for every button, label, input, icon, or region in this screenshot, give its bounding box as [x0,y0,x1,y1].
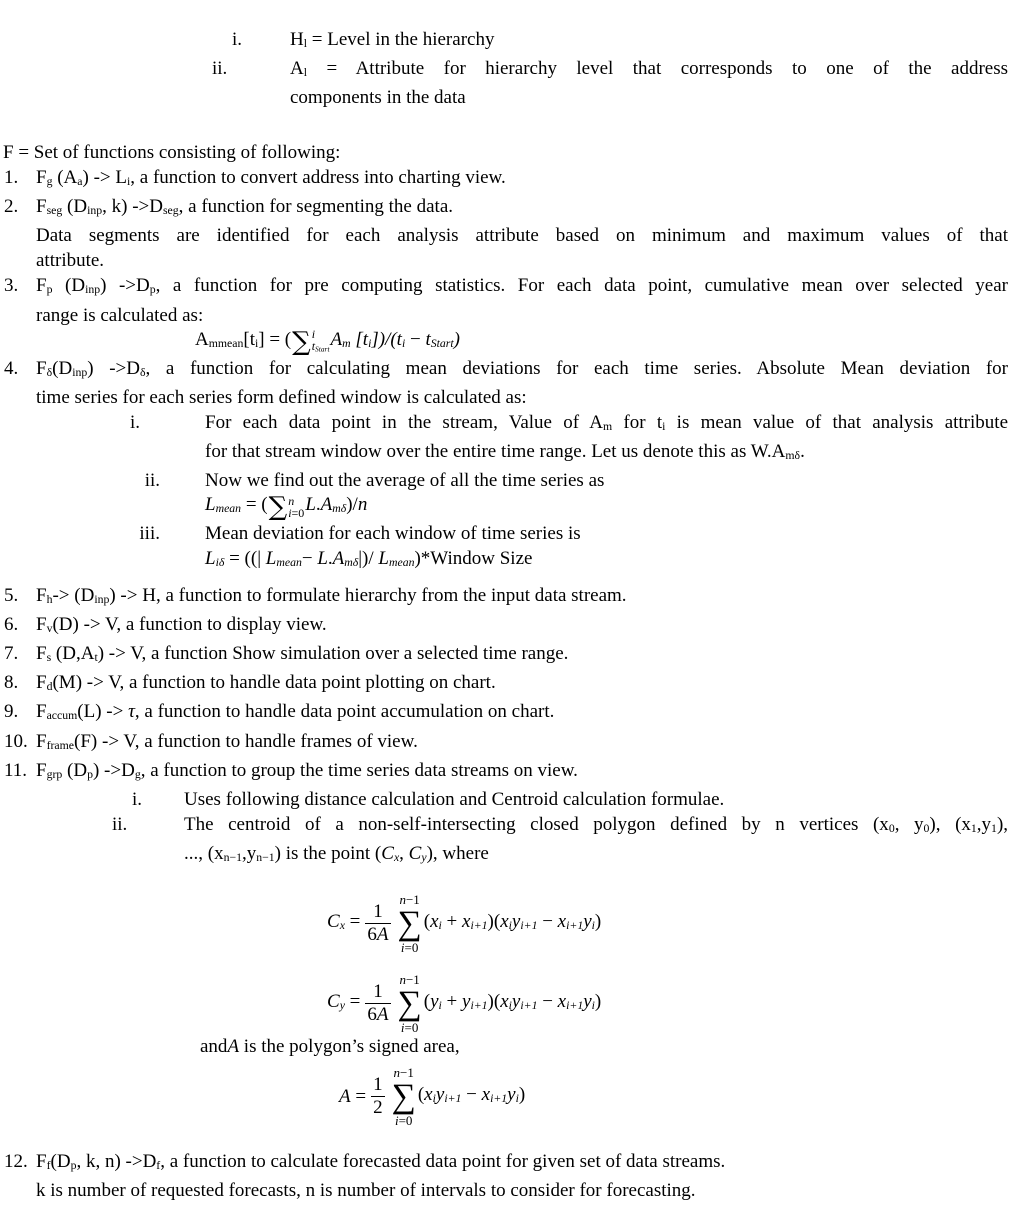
functions-heading [3,140,1008,165]
list-item-11 [4,758,1008,787]
intro-item-i-text: Hl = Level in the hierarchy [290,29,495,51]
formula-centroid-y-lhs: Cy = [327,991,361,1013]
list-item-4-continuation-text: time series for each series form defined window is calculated as: [36,386,527,408]
list-item-4-continuation [36,385,1008,410]
list-item-2 [4,194,1008,223]
formula-centroid-x-body: (xi + xi+1)(xiyi+1 − xi+1yi) [423,911,602,933]
formula-centroid-x-lhs: Cx = [327,911,361,933]
intro-item-i-marker: i. [231,29,242,50]
list-item-8 [4,670,1008,699]
list-item-6 [4,612,1008,641]
item-4-sub-ii-marker: ii. [144,469,160,491]
sum-upper-limit: i [311,326,316,341]
list-item-5 [4,583,1008,612]
item-4-sub-i-marker: i. [130,411,141,433]
display-sum [398,973,422,1035]
list-item-2-text: Fseg (Dinp, k) ->Dseg, a function for segmenting the data. [36,196,454,218]
sum-upper-limit: n−1 [399,891,420,907]
functions-heading-text: F = Set of functions consisting of following: [3,142,341,164]
formula-l-mean [205,493,1008,521]
sum-upper-limit: n [288,493,295,508]
fraction [371,1074,385,1119]
denominator: 6A [367,924,389,946]
list-item-7-text: Fs (D,At) -> V, a function Show simulation over a selected time range. [36,643,569,665]
list-item-9 [4,699,1008,728]
item-4-sub-ii-text: Now we find out the average of all the time series as [205,469,605,491]
item-11-sub-i [131,787,1008,812]
list-item-12 [4,1149,1008,1178]
fraction [365,901,390,946]
list-item-12-continuation [36,1178,1008,1203]
formula-cumulative-mean-lhs: Ammean[ti] = ( [195,329,292,351]
item-4-sub-iii [139,521,1008,546]
sum-upper-limit: n−1 [399,971,420,987]
list-item-2-number: 2. [4,196,19,218]
list-item-2-continuation-1-text: Data segments are identified for each analysis attribute based on minimum and maximum values of that [36,225,1008,247]
list-item-2-continuation-2 [36,248,1008,273]
inline-sum [268,491,305,522]
list-item-7-number: 7. [4,643,19,665]
list-item-11-number: 11. [4,759,28,781]
list-item-3-number: 3. [4,275,19,297]
intro-item-i [231,27,1008,56]
sum-lower-limit: tStart [311,338,330,354]
intro-item-ii-marker: ii. [212,58,228,80]
item-4-sub-i-continuation [205,439,1008,468]
list-item-10 [4,729,1008,758]
formula-cumulative-mean [195,328,1008,356]
denominator: 6A [367,1004,389,1026]
list-item-12-number: 12. [4,1150,28,1172]
item-4-sub-i-continuation-text: for that stream window over the entire time range. Let us denote this as W.Amδ. [205,440,805,462]
item-11-sub-ii-text: The centroid of a non-self-intersecting closed polygon defined by n vertices (x0, y0), (x1,y1), [184,813,1009,835]
intro-item-ii-text: Al = Attribute for hierarchy level that corresponds to one of the address [290,58,1008,80]
list-item-4 [4,356,1009,385]
formula-cumulative-mean-rhs: Am [ti])/(ti − tStart) [330,329,460,351]
sum-lower-limit: i=0 [288,505,305,520]
list-item-12-continuation-text: k is number of requested forecasts, n is number of intervals to consider for forecasting. [36,1180,696,1202]
formula-signed-area-lhs: A = [339,1086,367,1108]
signed-area-note [200,1034,1008,1059]
numerator: 1 [373,981,383,1003]
list-item-11-text: Fgrp (Dp) ->Dg, a function to group the time series data streams on view. [36,759,578,781]
list-item-9-text: Faccum(L) -> τ, a function to handle data point accumulation on chart. [36,701,555,723]
list-item-4-number: 4. [4,357,19,379]
item-11-sub-ii-continuation [184,841,1008,870]
list-item-3 [4,273,1008,302]
intro-item-ii-continuation-text: components in the data [290,87,466,109]
list-item-5-text: Fh-> (Dinp) -> H, a function to formulate hierarchy from the input data stream. [36,584,627,607]
list-item-3-continuation-text: range is calculated as: [36,304,204,326]
sum-lower-limit: i=0 [400,939,419,955]
list-item-2-continuation-1 [36,223,1008,248]
list-item-10-text: Fframe(F) -> V, a function to handle frames of view. [36,730,418,752]
list-item-7 [4,641,1008,670]
formula-centroid-y-body: (yi + yi+1)(xiyi+1 − xi+1yi) [423,991,602,1013]
item-11-sub-i-text: Uses following distance calculation and Centroid calculation formulae. [184,788,725,810]
signed-area-note-text: andA is the polygon’s signed area, [200,1035,460,1057]
denominator: 2 [373,1097,383,1119]
numerator: 1 [373,1074,383,1096]
list-item-6-number: 6. [4,614,19,636]
list-item-3-text: Fp (Dinp) ->Dp, a function for pre computing statistics. For each data point, cumulative mean over selected year [36,275,1008,297]
formula-signed-area [339,1059,1008,1135]
item-4-sub-ii [144,468,1008,493]
intro-item-ii-continuation [290,85,1008,110]
sum-upper-limit: n−1 [393,1064,414,1080]
list-item-1-text: Fg (Aa) -> Li, a function to convert address into charting view. [36,167,506,189]
formula-l-mean-rhs: L.Amδ)/n [305,494,368,516]
item-4-sub-i [130,410,1009,439]
list-item-4-text: Fδ(Dinp) ->Dδ, a function for calculating mean deviations for each time series. Absolute Mean deviation for [36,357,1009,379]
formula-signed-area-body: (xiyi+1 − xi+1yi) [417,1084,526,1106]
list-item-12-text: Ff(Dp, k, n) ->Df, a function to calculate forecasted data point for given set of data streams. [36,1150,726,1173]
display-sum [398,893,422,955]
sigma-symbol: ∑ [397,904,422,942]
list-item-1-number: 1. [4,167,19,189]
fraction [365,981,390,1026]
formula-centroid-y [327,964,1008,1044]
list-item-9-number: 9. [4,701,19,723]
item-11-sub-i-marker: i. [131,788,142,810]
list-item-6-text: Fv(D) -> V, a function to display view. [36,614,327,636]
item-4-sub-iii-text: Mean deviation for each window of time series is [205,522,581,544]
list-item-2-continuation-2-text: attribute. [36,250,105,272]
sigma-symbol: ∑ [391,1077,416,1115]
formula-mean-deviation [205,546,1008,575]
list-item-1 [4,165,1008,194]
item-11-sub-ii [112,812,1009,841]
formula-l-mean-lhs: Lmean = ( [205,494,268,516]
sigma-symbol: ∑ [397,984,422,1022]
formula-mean-deviation-text: Liδ = ((| Lmean− L.Amδ|)/ Lmean)*Window Size [205,547,533,569]
item-4-sub-i-text: For each data point in the stream, Value of Am for ti is mean value of that analysis attribute [205,411,1009,433]
sigma-symbol: ∑ [268,491,288,522]
item-11-sub-ii-marker: ii. [112,813,128,835]
item-11-sub-ii-continuation-text: ..., (xn−1,yn−1) is the point (Cx, Cy), where [184,842,489,864]
list-item-8-number: 8. [4,672,19,694]
numerator: 1 [373,901,383,923]
formula-centroid-x [327,884,1008,964]
sum-lower-limit: i=0 [394,1112,413,1128]
list-item-5-number: 5. [4,584,19,606]
list-item-10-number: 10. [4,730,28,752]
item-4-sub-iii-marker: iii. [139,522,160,544]
display-sum [392,1066,416,1128]
sum-lower-limit: i=0 [400,1019,419,1035]
list-item-8-text: Fd(M) -> V, a function to handle data point plotting on chart. [36,672,496,694]
intro-item-ii [212,56,1008,85]
sigma-symbol: ∑ [292,326,311,357]
list-item-3-continuation [36,303,1008,328]
inline-sum [292,328,329,355]
